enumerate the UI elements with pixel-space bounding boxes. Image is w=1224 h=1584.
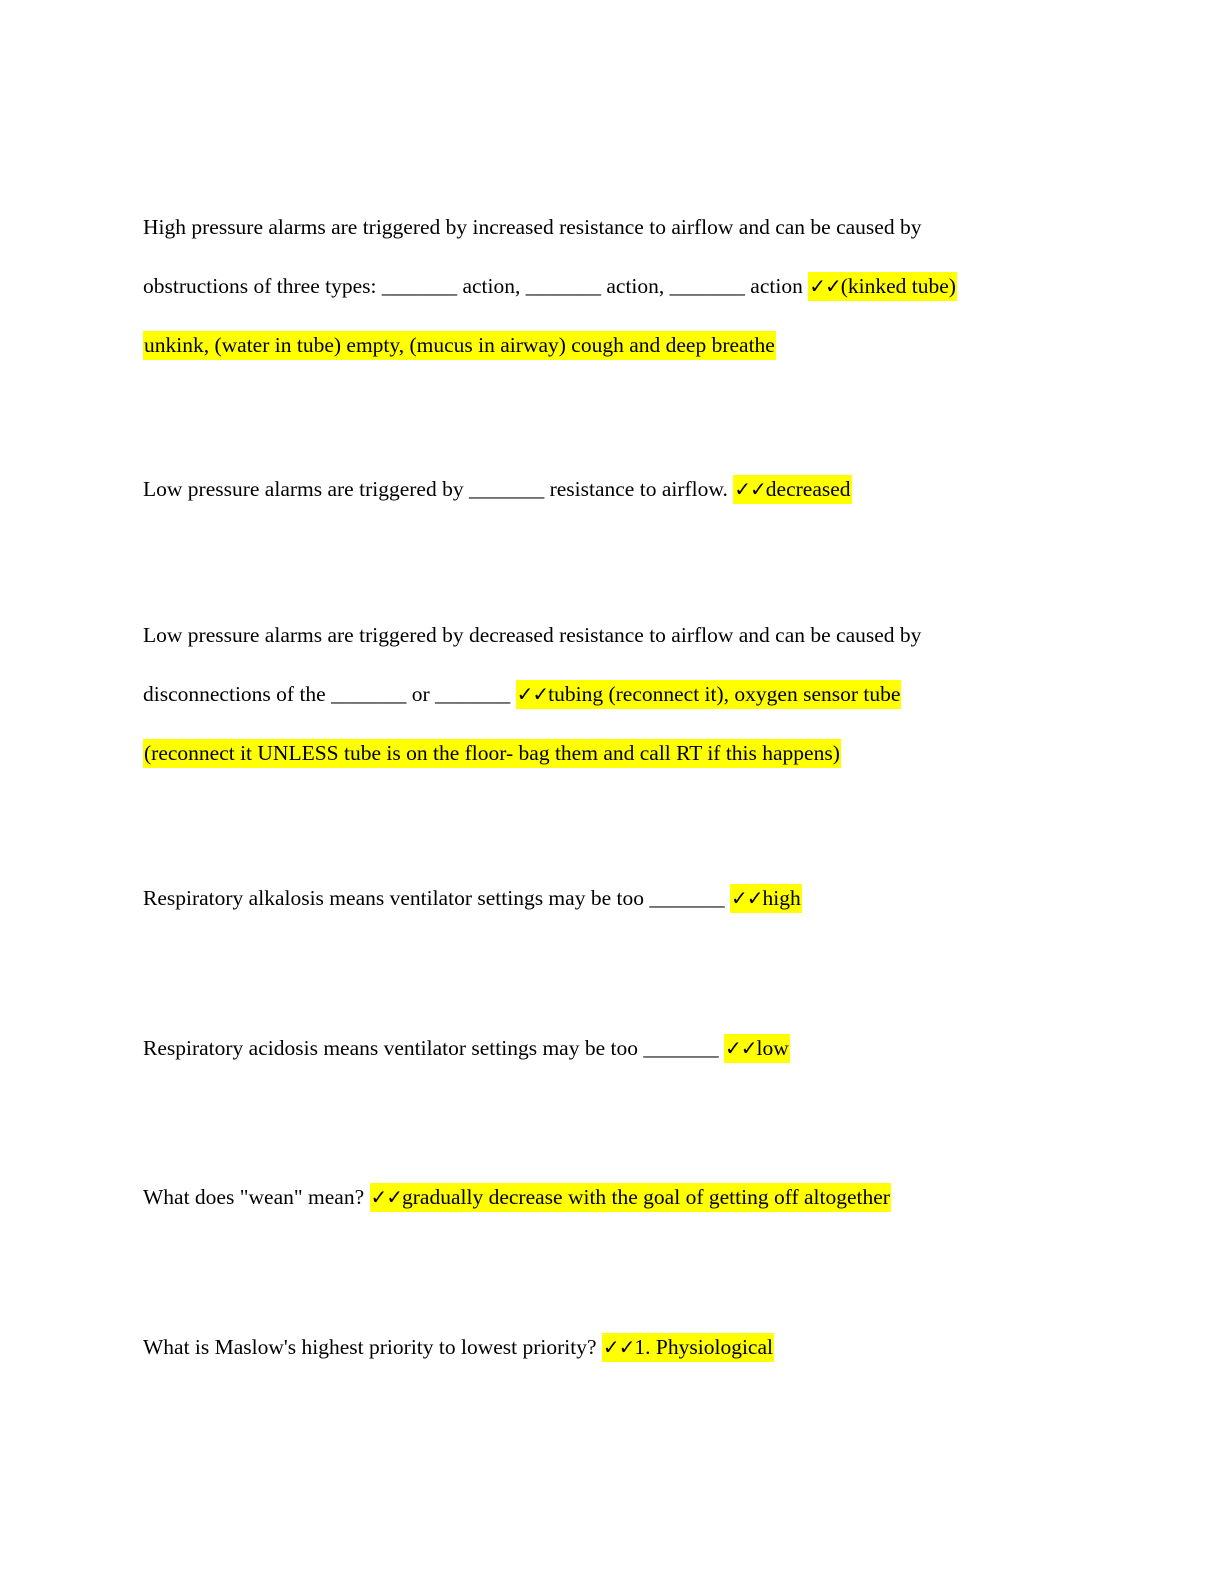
double-check-icon: ✓✓	[516, 682, 549, 706]
answer-2-text: decreased	[765, 477, 851, 501]
question-6-line-1	[143, 1182, 891, 1212]
answer-7-text: 1. Physiological	[634, 1335, 773, 1359]
question-3-line-2	[143, 679, 901, 709]
answer-5-highlight	[724, 1034, 790, 1063]
answer-3-continued: (reconnect it UNLESS tube is on the floor- bag them and call RT if this happens)	[143, 739, 841, 768]
question-6-text-1: What does "wean" mean?	[143, 1185, 370, 1209]
answer-1-continued-line	[143, 330, 776, 360]
question-5-line-1	[143, 1033, 790, 1063]
double-check-icon: ✓✓	[730, 886, 763, 910]
answer-3-continued-line	[143, 738, 841, 768]
question-5-text-1: Respiratory acidosis means ventilator settings may be too _______	[143, 1036, 724, 1060]
answer-4-text: high	[762, 886, 801, 910]
answer-7-highlight	[602, 1333, 774, 1362]
question-1-text-1: High pressure alarms are triggered by increased resistance to airflow and can be caused by	[143, 215, 922, 239]
question-4-text-1: Respiratory alkalosis means ventilator settings may be too _______	[143, 886, 730, 910]
question-2-text-1: Low pressure alarms are triggered by _______ resistance to airflow.	[143, 477, 734, 501]
answer-4-highlight	[730, 884, 802, 913]
answer-6-text: gradually decrease with the goal of getting off altogether	[402, 1185, 890, 1209]
question-1-line-1	[143, 212, 921, 242]
answer-1-highlight	[808, 272, 957, 301]
question-3-text-1: Low pressure alarms are triggered by decreased resistance to airflow and can be caused by	[143, 623, 922, 647]
answer-1-continued: unkink, (water in tube) empty, (mucus in airway) cough and deep breathe	[143, 331, 776, 360]
double-check-icon: ✓✓	[602, 1335, 635, 1359]
double-check-icon: ✓✓	[370, 1185, 403, 1209]
question-4-line-1	[143, 883, 802, 913]
question-1-line-2	[143, 271, 957, 301]
question-1-text-2: obstructions of three types: _______ action, _______ action, _______ action	[143, 274, 809, 298]
answer-5-text: low	[756, 1036, 789, 1060]
question-2-line-1	[143, 474, 852, 504]
answer-1-text: (kinked tube)	[840, 274, 956, 298]
question-7-text-1: What is Maslow's highest priority to lowest priority?	[143, 1335, 602, 1359]
question-3-text-2: disconnections of the _______ or _______	[143, 682, 516, 706]
question-7-line-1	[143, 1332, 774, 1362]
question-3-line-1	[143, 620, 921, 650]
double-check-icon: ✓✓	[725, 1036, 757, 1060]
double-check-icon: ✓✓	[734, 477, 766, 501]
double-check-icon: ✓✓	[809, 274, 841, 298]
answer-2-highlight	[733, 475, 851, 504]
answer-3-highlight	[516, 680, 902, 709]
answer-3-text: tubing (reconnect it), oxygen sensor tube	[548, 682, 901, 706]
answer-6-highlight	[370, 1183, 891, 1212]
